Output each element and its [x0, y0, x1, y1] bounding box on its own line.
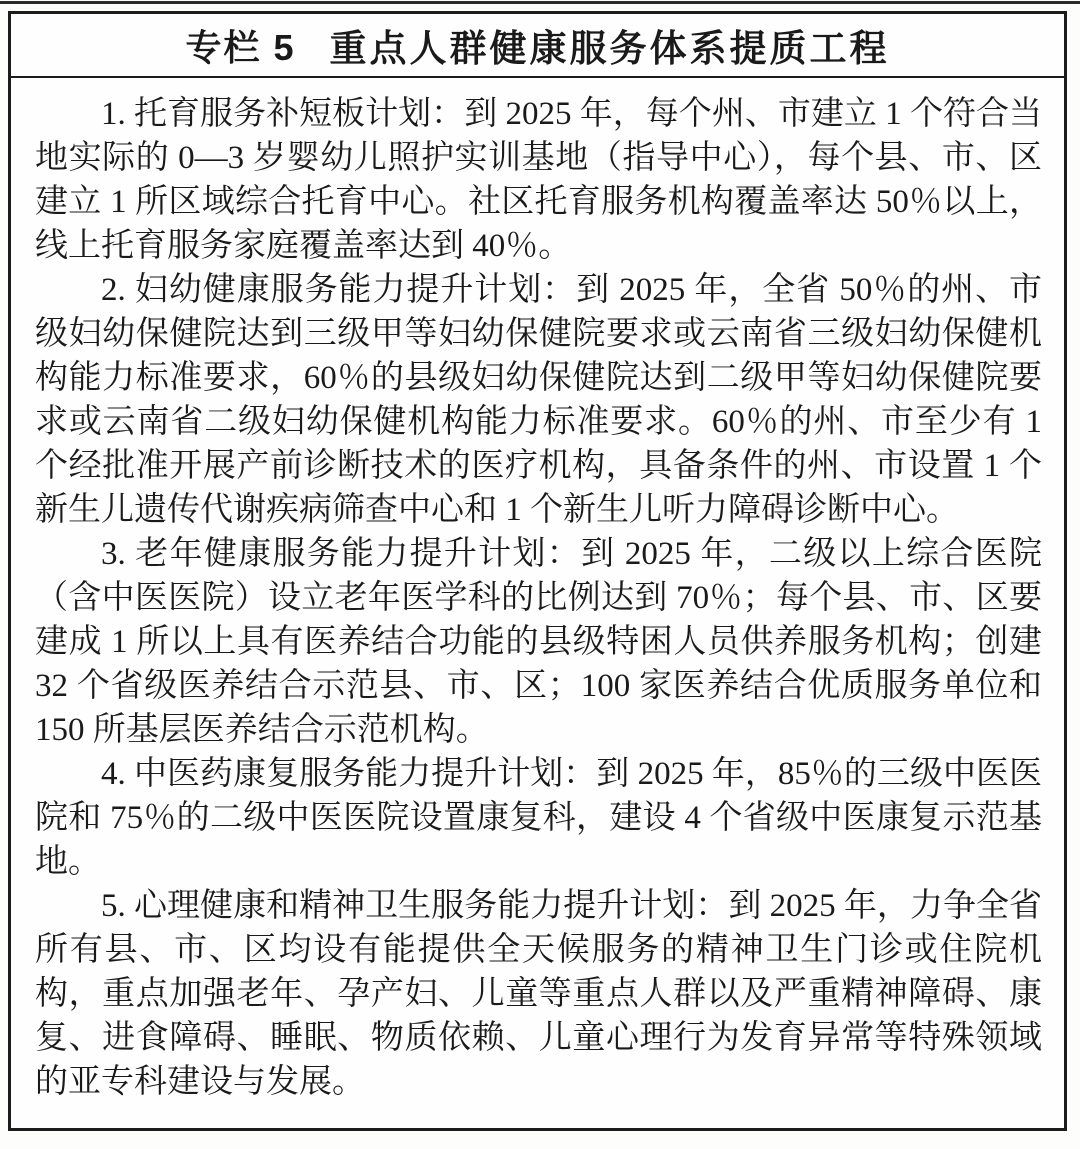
top-rule-divider	[0, 1, 1080, 4]
paragraph-maternal-child-health-plan: 2. 妇幼健康服务能力提升计划：到 2025 年，全省 50％的州、市级妇幼保健院达到三级甲等妇幼保健院要求或云南省三级妇幼保健机构能力标准要求，60％的县级妇幼保健院达到二级甲等妇幼保健院要求或云南省二级妇幼保健机构能力标准要求。60％的州、市至少有 1 个经批准开展产前诊断技术的医疗机构，具备条件的州、市设置 1 个新生儿遗传代谢疾病筛查中心和 1 个新生儿听力障碍诊断中心。	[35, 272, 1042, 528]
callout-title: 重点人群健康服务体系提质工程	[329, 28, 890, 69]
callout-title-row	[11, 14, 1064, 78]
paragraph-elderly-health-plan: 3. 老年健康服务能力提升计划：到 2025 年，二级以上综合医院（含中医医院）设立老年医学科的比例达到 70％；每个县、市、区要建成 1 所以上具有医养结合功能的县级特困人员供养服务机构；创建 32 个省级医养结合示范县、市、区；100 家医养结合优质服务单位和 150 所基层医养结合示范机构。	[35, 536, 1042, 748]
paragraph-mental-health-plan: 5. 心理健康和精神卫生服务能力提升计划：到 2025 年，力争全省所有县、市、区均设有能提供全天候服务的精神卫生门诊或住院机构，重点加强老年、孕产妇、儿童等重点人群以及严重精神障碍、康复、进食障碍、睡眠、物质依赖、儿童心理行为发育异常等特殊领域的亚专科建设与发展。	[35, 888, 1042, 1100]
paragraph-tcm-rehabilitation-plan: 4. 中医药康复服务能力提升计划：到 2025 年，85％的三级中医医院和 75％的二级中医医院设置康复科，建设 4 个省级中医康复示范基地。	[35, 756, 1042, 880]
callout-box	[8, 11, 1067, 1131]
column-label: 专栏 5	[185, 26, 296, 68]
callout-body	[11, 78, 1064, 1104]
paragraph-childcare-plan: 1. 托育服务补短板计划：到 2025 年，每个州、市建立 1 个符合当地实际的 0—3 岁婴幼儿照护实训基地（指导中心），每个县、市、区建立 1 所区域综合托育中心。社区托育服务机构覆盖率达 50％以上，线上托育服务家庭覆盖率达到 40％。	[35, 96, 1042, 264]
